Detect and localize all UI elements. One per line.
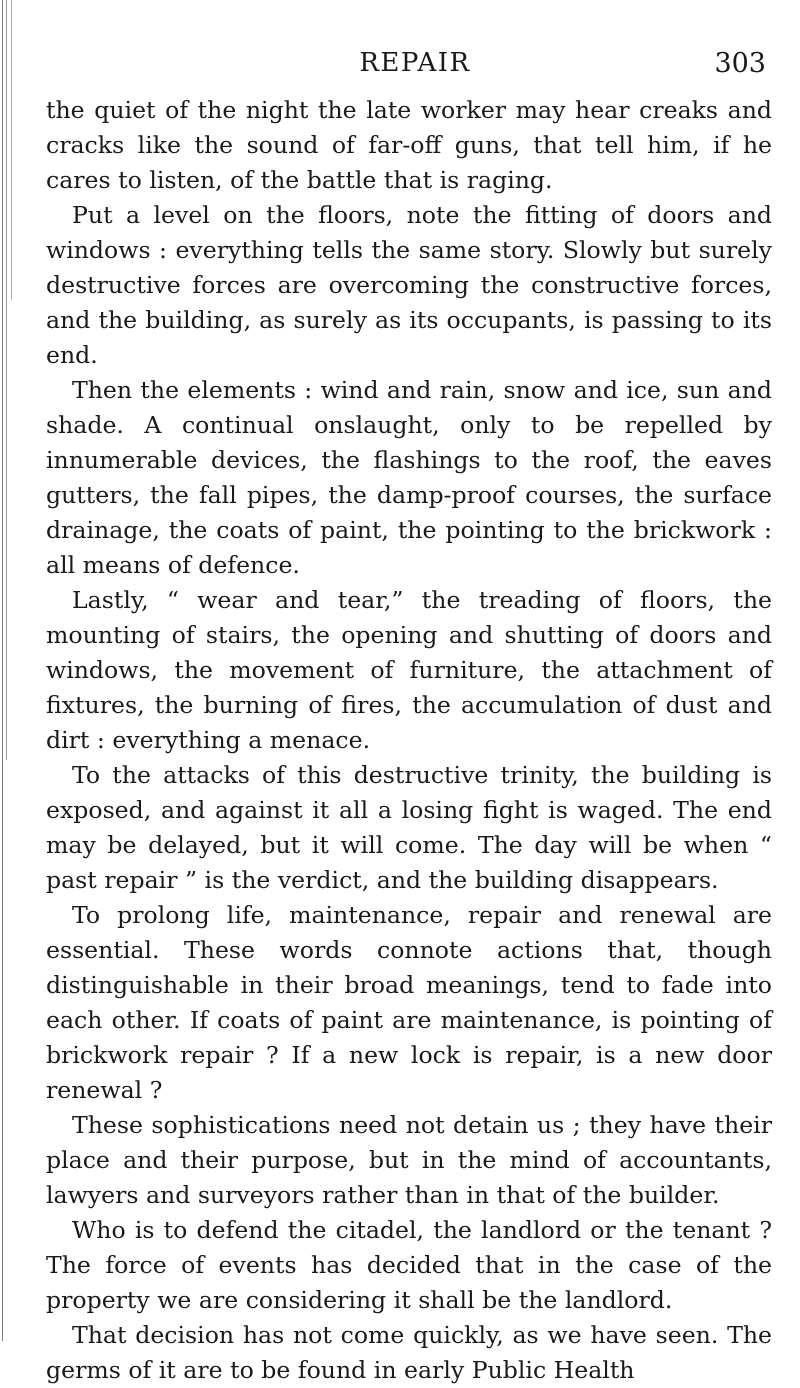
- running-head: REPAIR: [359, 48, 471, 78]
- page-header: [60, 44, 770, 84]
- paragraph: the quiet of the night the late worker may hear creaks and cracks like the sound of far-off guns, that tell him, if he cares to listen, of the battle that is raging.: [46, 96, 772, 194]
- binding-edge: [0, 0, 16, 1341]
- paragraph: Lastly, “ wear and tear,” the treading of floors, the mounting of stairs, the opening and shutting of doors and windows, the movement of furniture, the attachment of fixtures, the burning of fires, the accumulation of dust and dirt : everything a menace.: [46, 586, 772, 754]
- binding-rule: [11, 0, 12, 300]
- page-number: 303: [714, 48, 766, 79]
- paragraph: That decision has not come quickly, as we have seen. The germs of it are to be found in early Public Health: [46, 1321, 772, 1384]
- paragraph: Put a level on the floors, note the fitting of doors and windows : everything tells the same story. Slowly but surely destructive forces are overcoming the constructive forces, and the building, as surely as its occupants, is passing to its end.: [46, 201, 772, 369]
- body-text: [46, 93, 772, 1388]
- paragraph: These sophistications need not detain us ; they have their place and their purpose, but in the mind of accountants, lawyers and surveyors rather than in that of the builder.: [46, 1111, 772, 1209]
- paragraph: To prolong life, maintenance, repair and renewal are essential. These words connote actions that, though distinguishable in their broad meanings, tend to fade into each other. If coats of paint are maintenance, is pointing of brickwork repair ? If a new lock is repair, is a new door renewal ?: [46, 901, 772, 1104]
- paragraph: Who is to defend the citadel, the landlord or the tenant ? The force of events has decided that in the case of the property we are considering it shall be the landlord.: [46, 1216, 772, 1314]
- paragraph: To the attacks of this destructive trinity, the building is exposed, and against it all a losing fight is waged. The end may be delayed, but it will come. The day will be when “ past repair ” is the verdict, and the building disappears.: [46, 761, 772, 894]
- paragraph: Then the elements : wind and rain, snow and ice, sun and shade. A continual onslaught, only to be repelled by innumerable devices, the flashings to the roof, the eaves gutters, the fall pipes, the damp-proof courses, the surface drainage, the coats of paint, the pointing to the brickwork : all means of defence.: [46, 376, 772, 579]
- binding-rule: [2, 0, 3, 1341]
- binding-rule: [6, 0, 7, 760]
